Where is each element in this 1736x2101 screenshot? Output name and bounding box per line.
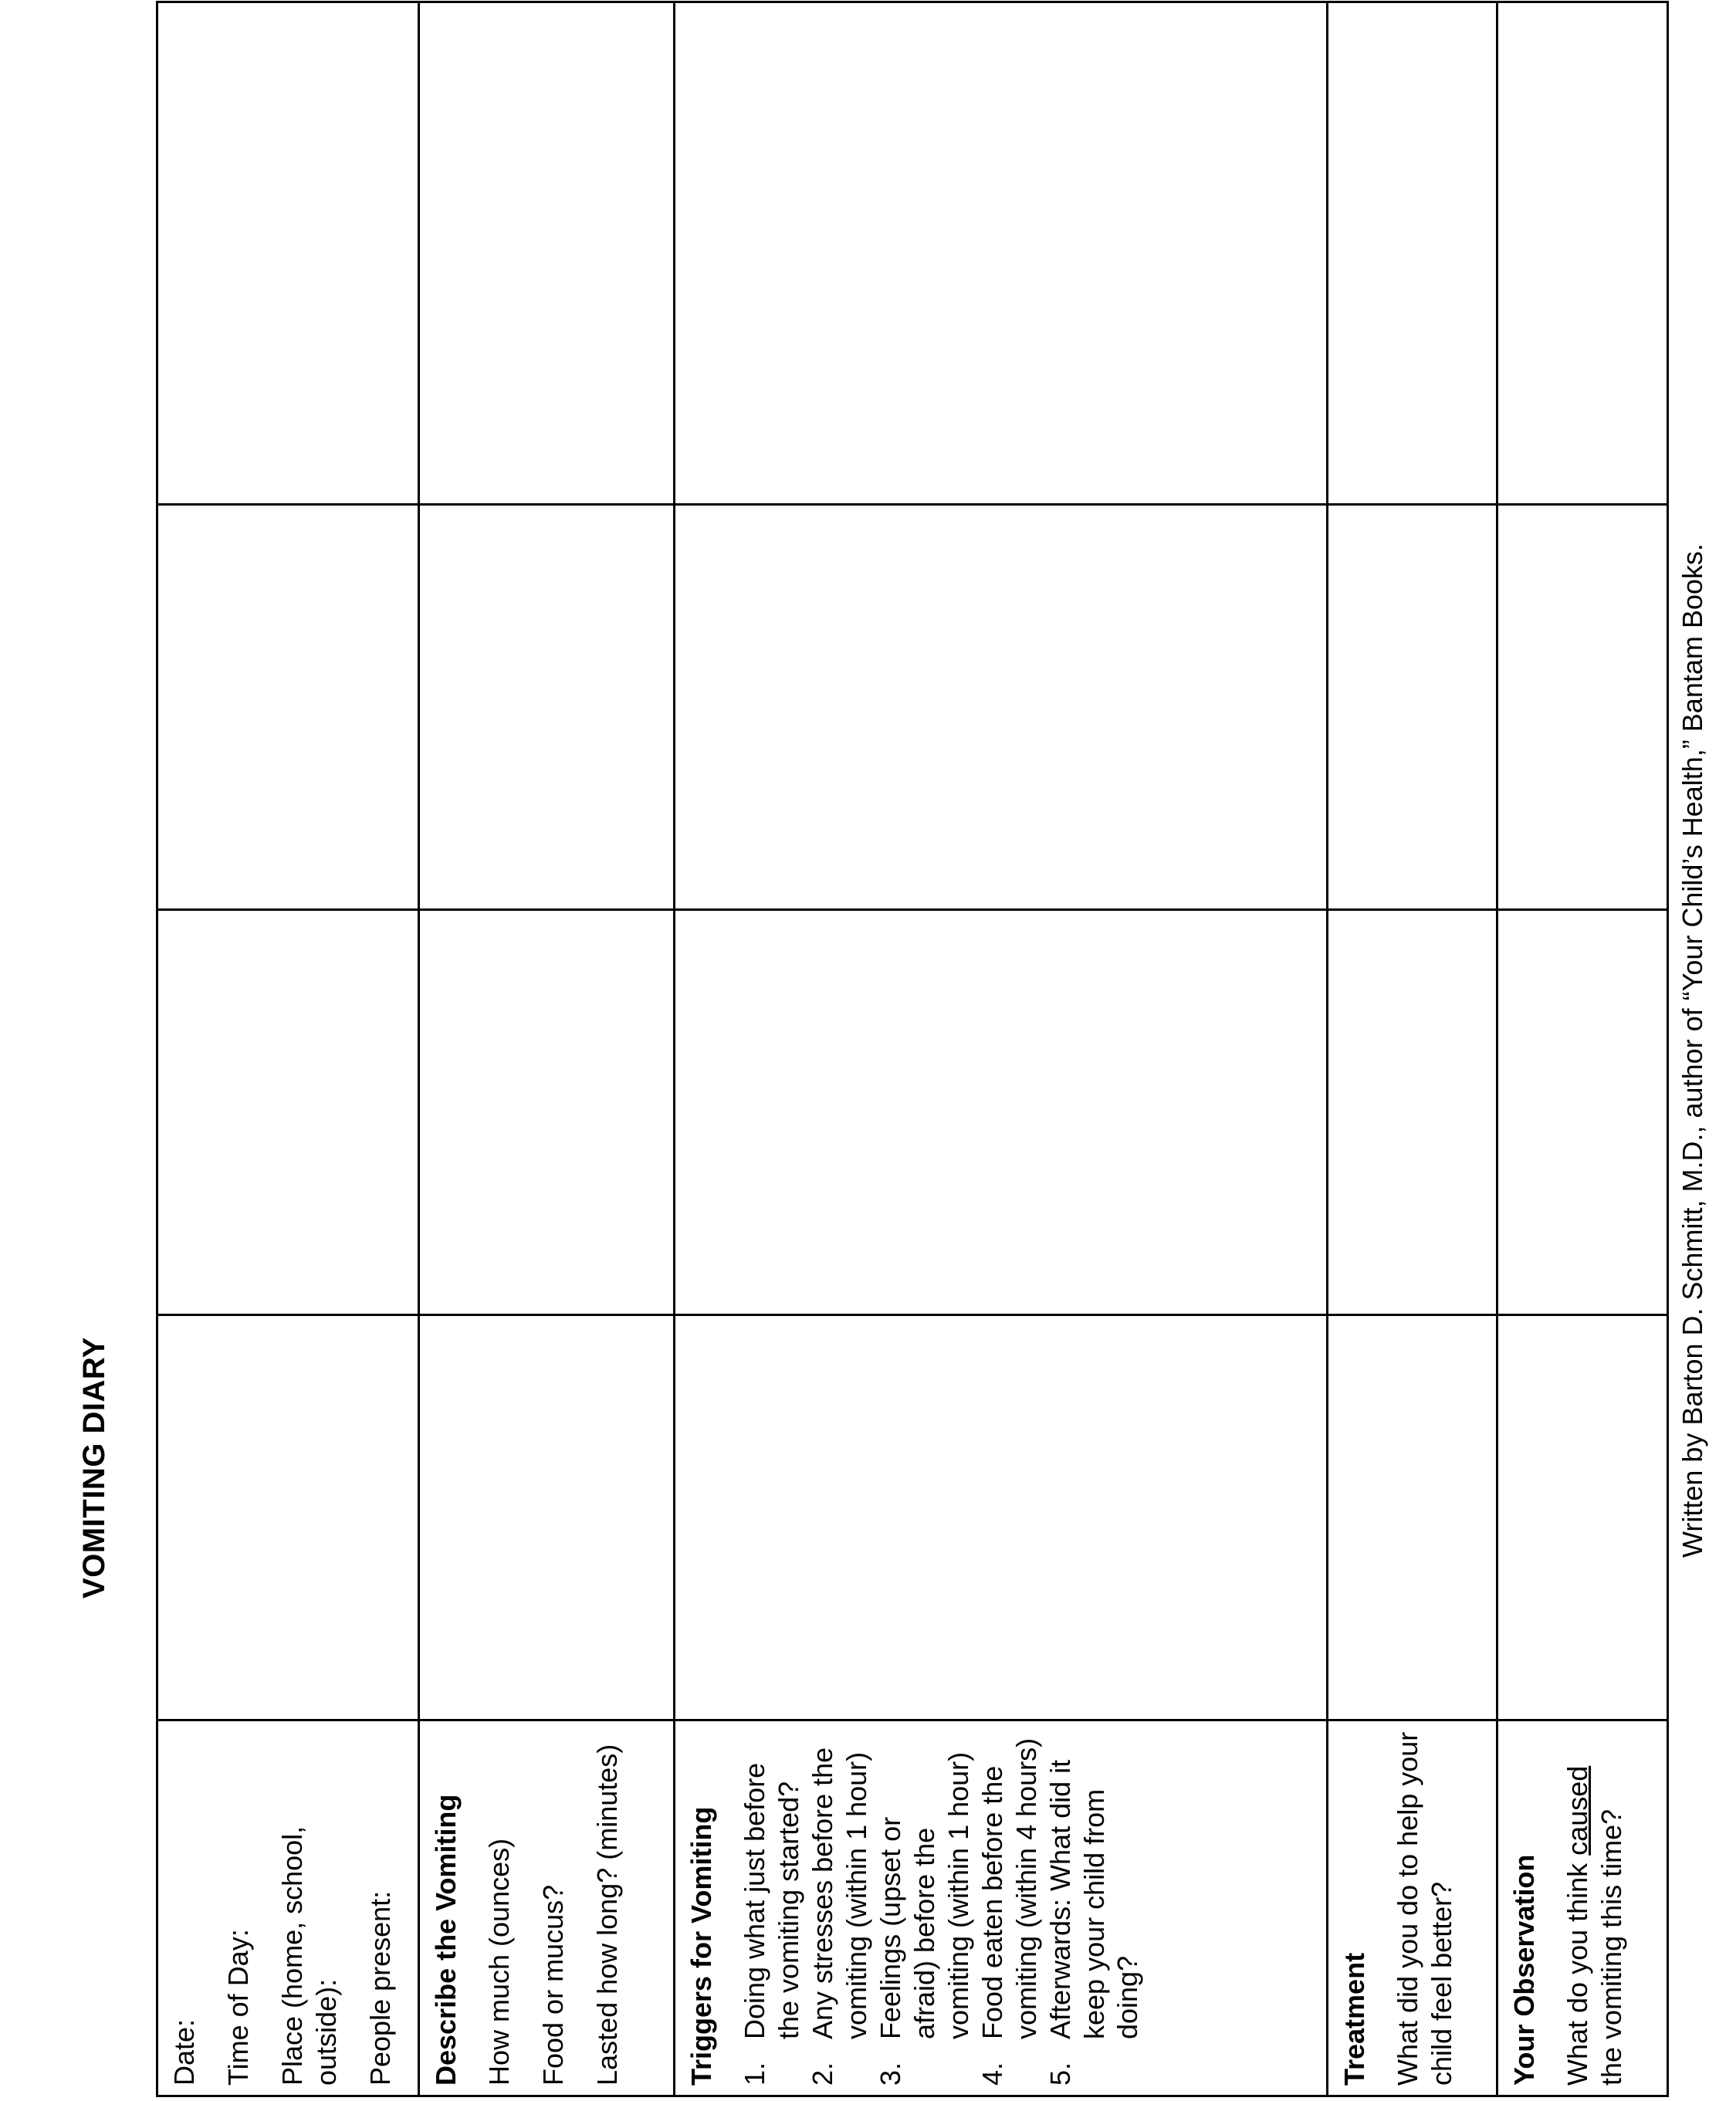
entry-cell[interactable] (674, 1315, 1327, 1720)
author-credit: Written by Barton D. Schmitt, M.D., author of “Your Child’s Health,” Bantam Books. (1677, 543, 1708, 1558)
item-text: Doing what just before the vomiting started? (739, 1762, 805, 2039)
describe-heading: Describe the Vomiting (429, 1794, 462, 2086)
list-item (976, 1731, 1044, 2086)
entry-cell[interactable] (418, 910, 674, 1315)
entry-cell[interactable] (674, 2, 1327, 505)
table-row (674, 2, 1327, 2096)
item-number: 5. (1044, 2062, 1076, 2086)
list-item (874, 1731, 976, 2086)
item-text: Food eaten before the vomiting (within 4 hours) (976, 1737, 1042, 2039)
lasted-label: Lasted how long? (minutes) (591, 1744, 624, 2086)
entry-cell[interactable] (157, 2, 419, 505)
question-text: What do you think (1562, 1855, 1594, 2086)
treatment-question: What did you do to help your child feel better? (1392, 1731, 1458, 2086)
list-item (738, 1731, 806, 2086)
item-number: 2. (807, 2062, 839, 2086)
place-label: Place (home, school, outside): (276, 1825, 342, 2086)
table-row (1497, 2, 1667, 2096)
item-number: 4. (976, 2062, 1008, 2086)
item-text: Any stresses before the vomiting (within 1 hour) (807, 1747, 873, 2039)
item-number: 1. (739, 2062, 771, 2086)
entry-cell[interactable] (674, 505, 1327, 910)
entry-cell[interactable] (157, 910, 419, 1315)
triggers-label-cell (674, 1720, 1327, 2096)
observation-label-cell (1497, 1720, 1667, 2096)
list-item (806, 1731, 874, 2086)
basics-label-cell (157, 1720, 419, 2096)
entry-cell[interactable] (157, 1315, 419, 1720)
item-text: Afterwards: What did it keep your child from doing? (1044, 1759, 1144, 2039)
triggers-list (738, 1731, 1145, 2086)
item-number: 3. (875, 2062, 907, 2086)
diary-table (156, 1, 1669, 2097)
underlined-word: caused (1562, 1765, 1594, 1856)
observation-heading: Your Observation (1508, 1854, 1540, 2086)
entry-cell[interactable] (1497, 1315, 1667, 1720)
entry-cell[interactable] (418, 505, 674, 910)
entry-cell[interactable] (418, 1315, 674, 1720)
entry-cell[interactable] (1497, 505, 1667, 910)
list-item (1044, 1731, 1145, 2086)
people-present-label: People present: (364, 1890, 396, 2086)
page-title: VOMITING DIARY (77, 1337, 111, 1599)
entry-cell[interactable] (1497, 910, 1667, 1315)
item-text: Feelings (upset or afraid) before the vomiting (within 1 hour) (875, 1751, 974, 2039)
entry-cell[interactable] (674, 910, 1327, 1315)
entry-cell[interactable] (1327, 2, 1497, 505)
entry-cell[interactable] (418, 2, 674, 505)
triggers-heading: Triggers for Vomiting (685, 1806, 717, 2086)
entry-cell[interactable] (1327, 1315, 1497, 1720)
entry-cell[interactable] (1497, 2, 1667, 505)
table-row (157, 2, 419, 2096)
date-label: Date: (168, 2018, 200, 2086)
entry-cell[interactable] (157, 505, 419, 910)
food-or-mucus-label: Food or mucus? (537, 1884, 570, 2086)
entry-cell[interactable] (1327, 505, 1497, 910)
how-much-label: How much (ounces) (483, 1838, 516, 2086)
entry-cell[interactable] (1327, 910, 1497, 1315)
treatment-heading: Treatment (1338, 1952, 1370, 2086)
treatment-label-cell (1327, 1720, 1497, 2096)
table-row (1327, 2, 1497, 2096)
question-text: the vomiting this time? (1596, 1808, 1628, 2086)
time-of-day-label: Time of Day: (222, 1929, 254, 2086)
observation-question (1561, 1731, 1629, 2086)
describe-label-cell (418, 1720, 674, 2096)
table-row (418, 2, 674, 2096)
